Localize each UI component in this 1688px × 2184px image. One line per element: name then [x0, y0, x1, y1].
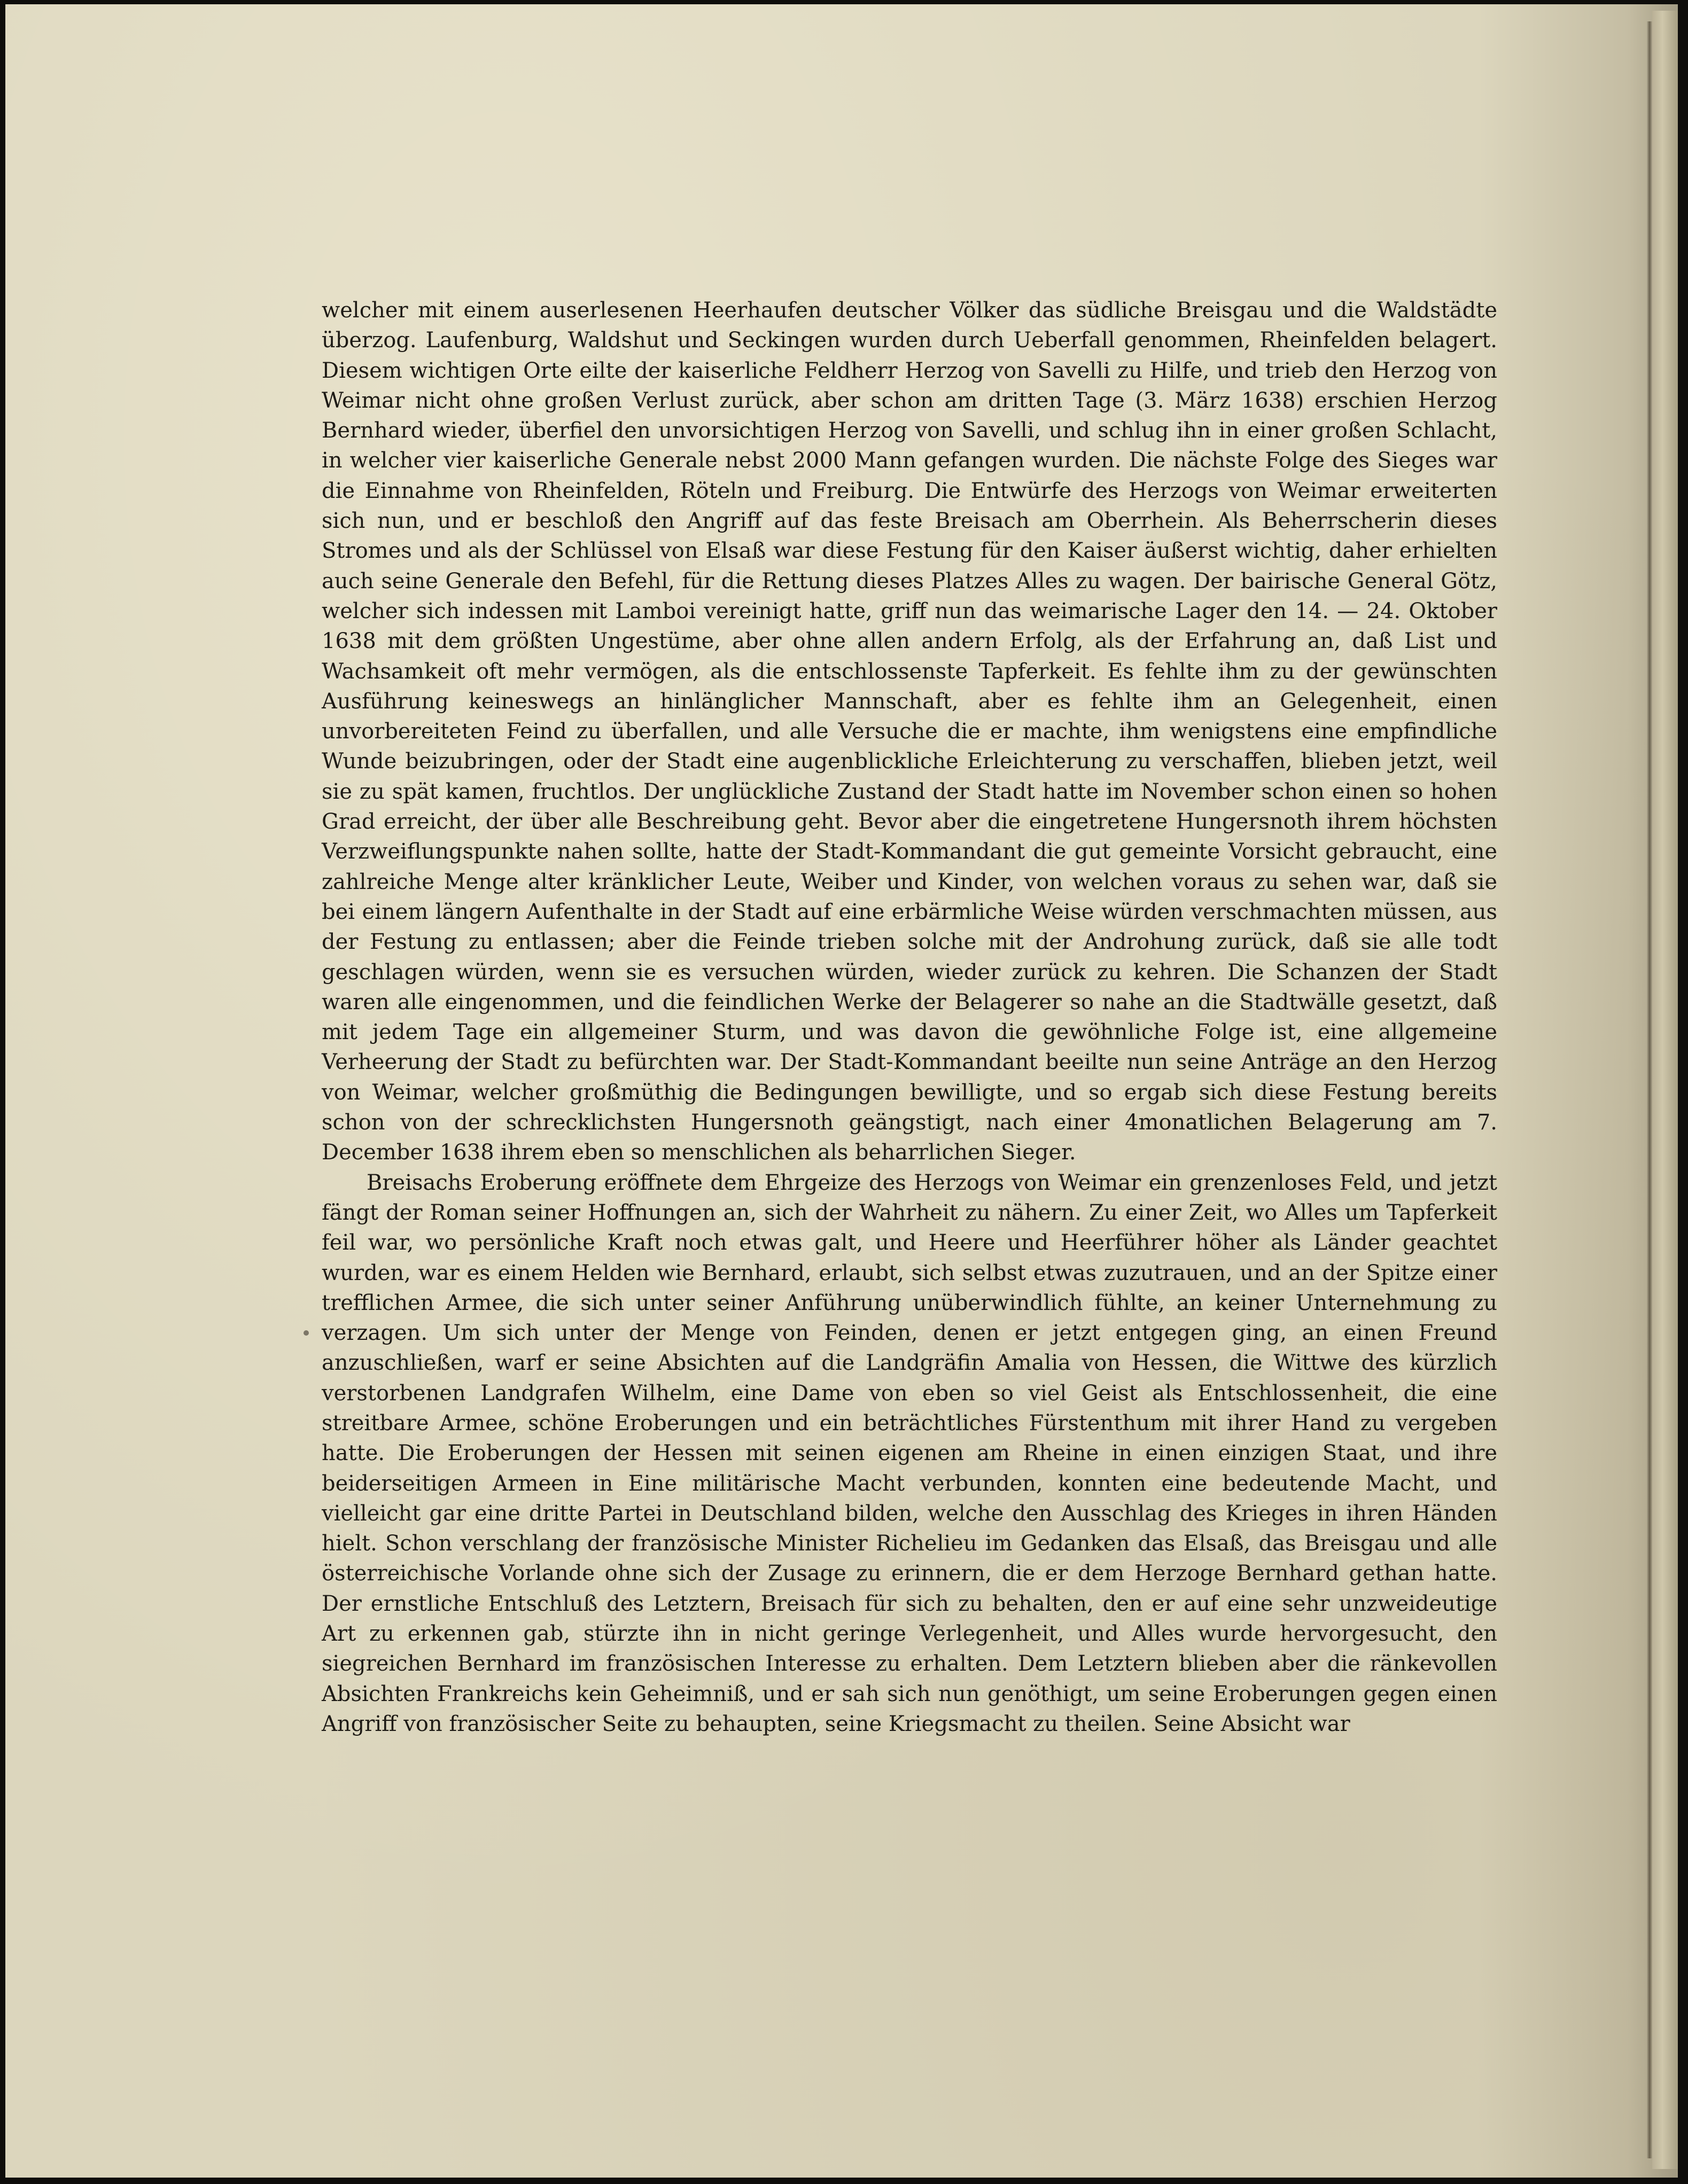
body-text: [322, 295, 1497, 1739]
binding-gutter: [1647, 21, 1652, 2158]
ink-speck: [304, 1330, 309, 1336]
paragraph-2: Breisachs Eroberung eröffnete dem Ehrgeize des Herzogs von Weimar ein grenzenloses Feld, und jetzt fängt der Roman seiner Hoffnungen an, sich der Wahrheit zu nähern. Zu einer Zeit, wo Alles um Tapferkeit feil war, wo persönliche Kraft noch etwas galt, und Heere und Heerführer höher als Länder geachtet wurden, war es einem Helden wie Bernhard, erlaubt, sich selbst etwas zuzutrauen, und an der Spitze einer trefflichen Armee, die sich unter seiner Anführung unüberwindlich fühlte, an keiner Unternehmung zu verzagen. Um sich unter der Menge von Feinden, denen er jetzt entgegen ging, an einen Freund anzuschließen, warf er seine Absichten auf die Landgräfin Amalia von Hessen, die Wittwe des kürzlich verstorbenen Landgrafen Wilhelm, eine Dame von eben so viel Geist als Entschlossenheit, die eine streitbare Armee, schöne Eroberungen und ein beträchtliches Fürstenthum mit ihrer Hand zu vergeben hatte. Die Eroberungen der Hessen mit seinen eigenen am Rheine in einen einzigen Staat, und ihre beiderseitigen Armeen in Eine militärische Macht verbunden, konnten eine bedeutende Macht, und vielleicht gar eine dritte Partei in Deutschland bilden, welche den Ausschlag des Krieges in ihren Händen hielt. Schon verschlang der französische Minister Richelieu im Gedanken das Elsaß, das Breisgau und alle österreichische Vorlande ohne sich der Zusage zu erinnern, die er dem Herzoge Bernhard gethan hatte. Der ernstliche Entschluß des Letztern, Breisach für sich zu behalten, den er auf eine sehr unzweideutige Art zu erkennen gab, stürzte ihn in nicht geringe Verlegenheit, und Alles wurde hervorgesucht, den siegreichen Bernhard im französischen Interesse zu erhalten. Dem Letztern blieben aber die ränkevollen Absichten Frankreichs kein Geheimniß, und er sah sich nun genöthigt, um seine Eroberungen gegen einen Angriff von französischer Seite zu behaupten, seine Kriegsmacht zu theilen. Seine Absicht war: [322, 1170, 1497, 1736]
paragraph-1: welcher mit einem auserlesenen Heerhaufen deutscher Völker das südliche Breisgau und die Waldstädte überzog. Laufenburg, Waldshut und Seckingen wurden durch Ueberfall genommen, Rheinfelden belagert. Diesem wichtigen Orte eilte der kaiserliche Feldherr Herzog von Savelli zu Hilfe, und trieb den Herzog von Weimar nicht ohne großen Verlust zurück, aber schon am dritten Tage (3. März 1638) erschien Herzog Bernhard wieder, überfiel den unvorsichtigen Herzog von Savelli, und schlug ihn in einer großen Schlacht, in welcher vier kaiserliche Generale nebst 2000 Mann gefangen wurden. Die nächste Folge des Sieges war die Einnahme von Rheinfelden, Röteln und Freiburg. Die Entwürfe des Herzogs von Weimar erweiterten sich nun, und er beschloß den Angriff auf das feste Breisach am Oberrhein. Als Beherrscherin dieses Stromes und als der Schlüssel von Elsaß war diese Festung für den Kaiser äußerst wichtig, daher erhielten auch seine Generale den Befehl, für die Rettung dieses Platzes Alles zu wagen. Der bairische General Götz, welcher sich indessen mit Lamboi vereinigt hatte, griff nun das weimarische Lager den 14. — 24. Oktober 1638 mit dem größten Ungestüme, aber ohne allen andern Erfolg, als der Erfahrung an, daß List und Wachsamkeit oft mehr vermögen, als die entschlossenste Tapferkeit. Es fehlte ihm zu der gewünschten Ausführung keineswegs an hinlänglicher Mannschaft, aber es fehlte ihm an Gelegenheit, einen unvorbereiteten Feind zu überfallen, und alle Versuche die er machte, ihm wenigstens eine empfindliche Wunde beizubringen, oder der Stadt eine augenblickliche Erleichterung zu verschaffen, blieben jetzt, weil sie zu spät kamen, fruchtlos. Der unglückliche Zustand der Stadt hatte im November schon einen so hohen Grad erreicht, der über alle Beschreibung geht. Bevor aber die eingetretene Hungersnoth ihrem höchsten Verzweiflungspunkte nahen sollte, hatte der Stadt-Kommandant die gut gemeinte Vorsicht gebraucht, eine zahlreiche Menge alter kränklicher Leute, Weiber und Kinder, von welchen voraus zu sehen war, daß sie bei einem längern Aufenthalte in der Stadt auf eine erbärmliche Weise würden verschmachten müssen, aus der Festung zu entlassen; aber die Feinde trieben solche mit der Androhung zurück, daß sie alle todt geschlagen würden, wenn sie es versuchen würden, wieder zurück zu kehren. Die Schanzen der Stadt waren alle eingenommen, und die feindlichen Werke der Belagerer so nahe an die Stadtwälle gesetzt, daß mit jedem Tage ein allgemeiner Sturm, und was davon die gewöhnliche Folge ist, eine allgemeine Verheerung der Stadt zu befürchten war. Der Stadt-Kommandant beeilte nun seine Anträge an den Herzog von Weimar, welcher großmüthig die Bedingungen bewilligte, und so ergab sich diese Festung bereits schon von der schrecklichsten Hungersnoth geängstigt, nach einer 4monatlichen Belagerung am 7. December 1638 ihrem eben so menschlichen als beharrlichen Sieger.: [322, 298, 1497, 1165]
paper-sheet: [5, 4, 1678, 2178]
adjacent-page-edge: [1652, 11, 1678, 2169]
